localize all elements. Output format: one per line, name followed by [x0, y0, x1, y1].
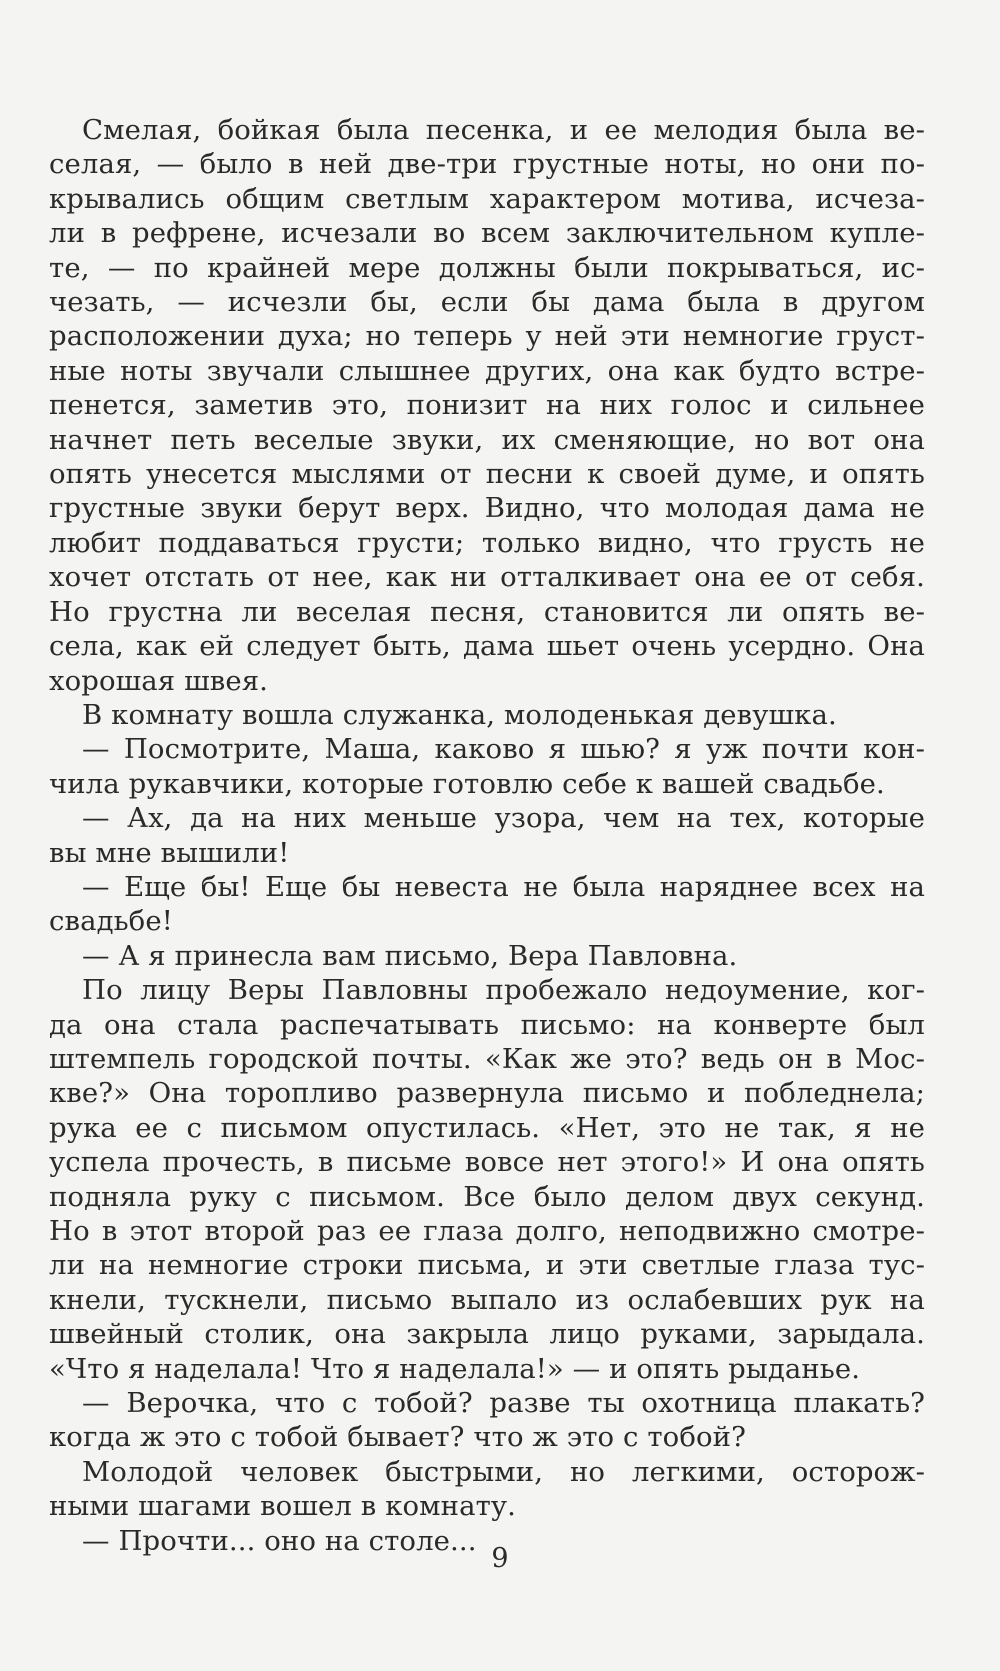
body-text [49, 113, 925, 1558]
text-line: ные ноты звучали слышнее других, она как будто встре- [49, 354, 925, 387]
text-line: Но в этот второй раз ее глаза долго, неподвижно смотре- [49, 1215, 925, 1247]
text-line: крывались общим светлым характером мотива, исчеза- [49, 182, 925, 215]
text-line: Смелая, бойкая была песенка, и ее мелодия была ве- [82, 114, 925, 146]
paragraph [49, 113, 925, 698]
paragraph [82, 698, 925, 732]
paragraph [49, 973, 925, 1386]
text-line: начнет петь веселые звуки, их сменяющие, но вот она [49, 423, 925, 456]
text-line: рука ее с письмом опустилась. «Нет, это не так, я не [49, 1111, 925, 1144]
text-line: те, — по крайней мере должны были покрываться, ис- [49, 251, 925, 284]
text-line: чила рукавчики, которые готовлю себе к вашей свадьбе. [49, 767, 885, 800]
text-line: ными шагами вошел в комнату. [49, 1490, 517, 1523]
paragraph [49, 870, 925, 939]
text-line: штемпель городской почты. «Как же это? ведь он в Мос- [49, 1042, 925, 1075]
text-line: кве?» Она торопливо развернула письмо и побледнела; [49, 1077, 925, 1110]
text-line: селая, — было в ней две-три грустные ноты, но они по- [49, 148, 925, 181]
text-line: пенется, заметив это, понизит на них голос и сильнее [49, 389, 925, 422]
paragraph [82, 939, 925, 973]
page-number: 9 [491, 1543, 509, 1574]
text-line: опять унесется мыслями от песни к своей думе, и опять [49, 458, 925, 491]
text-line: — Посмотрите, Маша, каково я шью? я уж почти кон- [82, 733, 925, 766]
text-line: хочет отстать от нее, как ни отталкивает она ее от себя. [49, 561, 925, 594]
text-line: расположении духа; но теперь у ней эти немногие груст- [49, 320, 925, 353]
text-line: хорошая швея. [49, 664, 268, 697]
text-line: когда ж это с тобой бывает? что ж это с тобой? [49, 1421, 746, 1454]
text-line: — Прочти... оно на столе... [82, 1524, 477, 1557]
paragraph [49, 1455, 925, 1524]
text-line: В комнату вошла служанка, молоденькая девушка. [82, 698, 837, 731]
text-line: — Верочка, что с тобой? разве ты охотница плакать? [82, 1387, 925, 1420]
paragraph [49, 1386, 925, 1455]
text-line: Но грустна ли веселая песня, становится ли опять ве- [49, 595, 925, 628]
text-line: да она стала распечатывать письмо: на конверте был [49, 1008, 925, 1041]
text-line: кнели, тускнели, письмо выпало из ослабевших рук на [49, 1283, 925, 1316]
text-line: — Еще бы! Еще бы невеста не была наряднее всех на [82, 870, 925, 903]
text-line: По лицу Веры Павловны пробежало недоумение, ког- [82, 974, 925, 1007]
paragraph [49, 801, 925, 870]
text-line: швейный столик, она закрыла лицо руками, зарыдала. [49, 1318, 925, 1351]
text-line: вы мне вышили! [49, 836, 290, 869]
text-line: Молодой человек быстрыми, но легкими, осторож- [82, 1455, 925, 1488]
text-line: села, как ей следует быть, дама шьет очень усердно. Она [49, 630, 925, 663]
text-line: — Ах, да на них меньше узора, чем на тех, которые [82, 802, 925, 835]
text-line: успела прочесть, в письме вовсе нет этого!» И она опять [49, 1146, 925, 1179]
text-line: ли в рефрене, исчезали во всем заключительном купле- [49, 217, 925, 250]
paragraph [49, 732, 925, 801]
text-line: любит поддаваться грусти; только видно, что грусть не [49, 526, 925, 559]
text-line: свадьбе! [49, 905, 173, 938]
text-line: чезать, — исчезли бы, если бы дама была в другом [49, 286, 925, 319]
text-line: «Что я наделала! Что я наделала!» — и опять рыданье. [49, 1352, 861, 1385]
text-line: грустные звуки берут верх. Видно, что молодая дама не [49, 492, 925, 525]
text-line: подняла руку с письмом. Все было делом двух секунд. [49, 1180, 925, 1213]
text-line: — А я принесла вам письмо, Вера Павловна. [82, 939, 738, 972]
text-line: ли на немногие строки письма, и эти светлые глаза тус- [49, 1249, 925, 1282]
